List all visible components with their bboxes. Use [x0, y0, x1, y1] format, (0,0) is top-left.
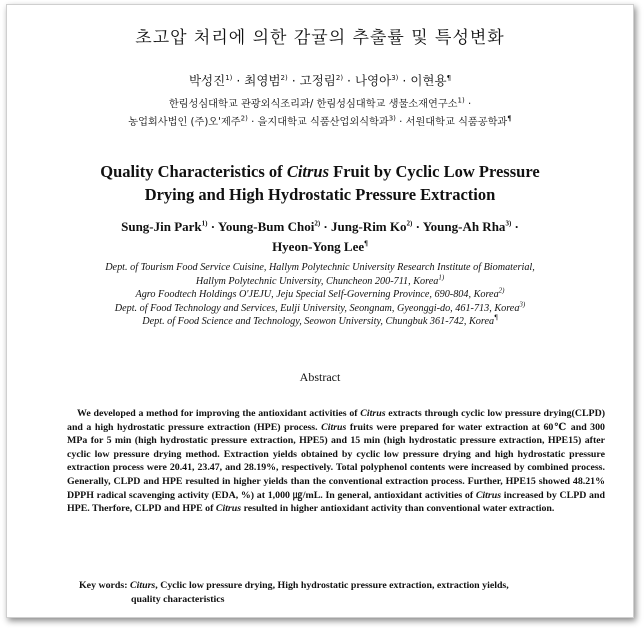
english-affiliation: Dept. of Tourism Food Service Cuisine, Hallym Polytechnic University Research Institute of Biomaterial, Hallym Polytechnic University, Chuncheon 200-711, Korea$^{1)}$ Agro Foodtech Holdings O'JEJU, Jeju Special Self-Governing Province, 690-804, Korea$^{2)}$ Dept. of Food Technology and Services, Eulji University, Seongnam, Gyeonggi-do, 461-713, Korea$^{3)}$ Dept. of Food Science and Technology, Seowon University, Chungbuk 361-742, Korea¶: [105, 262, 535, 327]
en-author: Young-Bum Choi: [217, 219, 315, 234]
english-title: Quality Characteristics of Citrus Fruit by Cyclic Low Pressure Drying and High Hydrostatic Pressure Extraction: [100, 162, 540, 204]
en-author: Young-Ah Rha: [422, 219, 506, 234]
korean-affiliation-line1: 한림성심대학교 관광외식조리과/ 한림성심대학교 생물소재연구소$^{1)}$ ·: [168, 96, 472, 110]
en-author: Sung-Jin Park: [121, 219, 202, 234]
abstract-body: We developed a method for improving the antioxidant activities of Citrus extracts through cyclic low pressure drying(CLPD) and a high hydrostatic pressure extraction (HPE) process. Citrus fruits were prepared for water extraction at 60℃ and 300 MPa for 5 min (high hydrostatic pressure extraction, HPE5) and 15 min (high hydrostatic pressure extraction, HPE15) after cyclic low pressure drying method. Extraction yields obtained by cyclic low pressure drying and high hydrostatic pressure extraction process were 20.41, 23.47, and 28.19%, respectively. Total polyphenol contents were increased by combined process. Generally, CLPD and HPE resulted in higher yields than the conventional extraction process. Further, HPE15 showed 48.21% DPPH radical scavenging activity (EDA, %) at 1,000 ㎍/mL. In general, antioxidant activities of Citrus increased by CLPD and HPE. Therfore, CLPD and HPE of Citrus resulted in higher antioxidant activity than conventional water extraction.: [67, 408, 606, 515]
korean-affiliation-line2: 농업회사법인 (주)오'제주$^{2)}$ · 을지대학교 식품산업외식학과$^{3)}$ · 서원대학교 식품공학과¶: [128, 114, 512, 128]
kr-author: 이현용: [410, 73, 447, 88]
english-authors: Sung-Jin Park$^{1)}$ · Young-Bum Choi$^{2)}$ · Jung-Rim $Ko^{2)}$ · Young-Ah Rha$^{3)}$ · Hyeon-Yong Lee¶: [121, 219, 519, 254]
kr-author: 고정림: [299, 73, 336, 88]
kr-author: 최영범: [244, 73, 281, 88]
abstract-heading: Abstract: [299, 370, 341, 384]
paper-page: [6, 4, 634, 618]
korean-authors: 박성진$^{1)}$ · 최영범$^{2)}$ · 고정림$^{2)}$ · 나영아$^{3)}$ · 이현용¶: [188, 73, 452, 88]
en-author: Hyeon-Yong Lee: [272, 239, 365, 254]
en-author: Jung-Rim Ko: [331, 219, 407, 234]
kr-author: 박성진: [188, 73, 226, 88]
kr-author: 나영아: [354, 73, 392, 88]
keywords: Key words: Citurs, Cyclic low pressure drying, High hydrostatic pressure extraction, extraction yields, quality characteristics: [79, 580, 509, 605]
korean-title: 초고압 처리에 의한 감귤의 추출률 및 특성변화: [135, 28, 505, 48]
